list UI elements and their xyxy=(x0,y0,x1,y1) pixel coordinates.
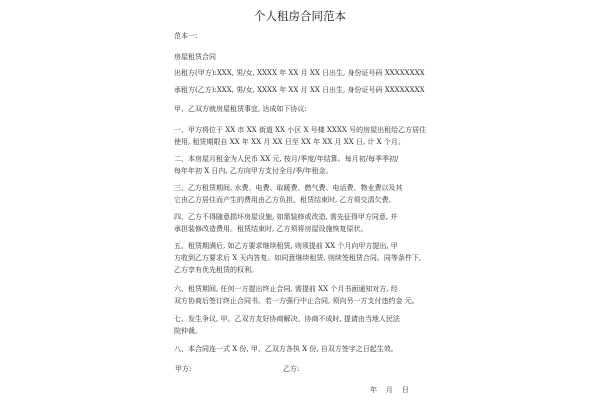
clause-5-line-2: 方收到乙方要求后 X 天内答复。如同意继续租赁, 则续签租赁合同。同等条件下, xyxy=(174,254,422,262)
clause-6-line-2: 双方协商后签订终止合同书。若一方强行中止合同, 须向另一方支付违约金 元。 xyxy=(174,297,419,305)
clause-3-line-1: 三、乙方租赁期间, 水费、电费、取暖费、燃气费、电话费、物业费以及其 xyxy=(174,184,403,192)
party-b-signature-label: 乙方: xyxy=(283,365,300,373)
lessee-line: 承租方(乙方):XXX, 男/女, XXXX 年 XX 月 XX 日出生, 身份证号码 XXXXXXXX xyxy=(174,86,425,94)
clause-7-line-2: 院仲裁。 xyxy=(174,327,202,335)
lessor-line: 出租方(甲方):XXX, 男/女, XXXX 年 XX 月 XX 日出生, 身份证号码 XXXXXXXX xyxy=(174,69,425,77)
clause-5-line-3: 乙方享有优先租赁的权利。 xyxy=(174,266,258,274)
clause-7-line-1: 七、发生争议, 甲、乙双方友好协商解决。协商不成时, 提请由当地人民法 xyxy=(174,315,400,323)
clause-4-line-2: 承担装修改造费用。租赁结束时, 乙方须将房屋设施恢复原状。 xyxy=(174,225,368,233)
clause-5-line-1: 五、租赁期满后, 如乙方要求继续租赁, 则须提前 XX 个月向甲方提出, 甲 xyxy=(174,242,398,250)
clause-1-line-2: 使用, 租赁期限自 XX 年 XX 月 XX 日至 XX 年 XX 月 XX 日, 计 X 个月。 xyxy=(174,138,405,146)
sample-label: 范本一: xyxy=(174,32,198,40)
preamble: 甲、乙双方就房屋租赁事宜, 达成如下协议: xyxy=(174,105,307,113)
party-a-signature-label: 甲方: xyxy=(175,365,192,373)
contract-name: 房屋租赁合同 xyxy=(174,53,216,61)
clause-2-line-2: 每年年初 X 日内, 乙方向甲方支付全月/季/年租金。 xyxy=(174,167,333,175)
clause-1-line-1: 一、甲方将位于 XX 市 XX 街道 XX 小区 X 号楼 XXXX 号的房屋出租给乙方居住 xyxy=(174,126,427,134)
signature-date: 年 月 日 xyxy=(370,386,409,394)
clause-8-line-1: 八、本合同连一式 X 份, 甲、乙双方各执 X 份, 自双方签字之日起生效。 xyxy=(174,345,398,353)
document-title: 个人租房合同范本 xyxy=(254,9,346,23)
clause-4-line-1: 四、乙方不得随意损坏房屋设施, 如需装修或改造, 需先征得甲方同意, 并 xyxy=(174,213,398,221)
clause-2-line-1: 二、本房屋月租金为人民币 XX 元, 按月/季度/年结算。每月初/每季季初/ xyxy=(174,155,399,163)
clause-3-line-2: 它由乙方居住而产生的费用由乙方负担。租赁结束时, 乙方须交清欠费。 xyxy=(174,196,396,204)
clause-6-line-1: 六、租赁期间, 任何一方提出终止合同, 需提前 XX 个月书面通知对方, 经 xyxy=(174,285,398,293)
